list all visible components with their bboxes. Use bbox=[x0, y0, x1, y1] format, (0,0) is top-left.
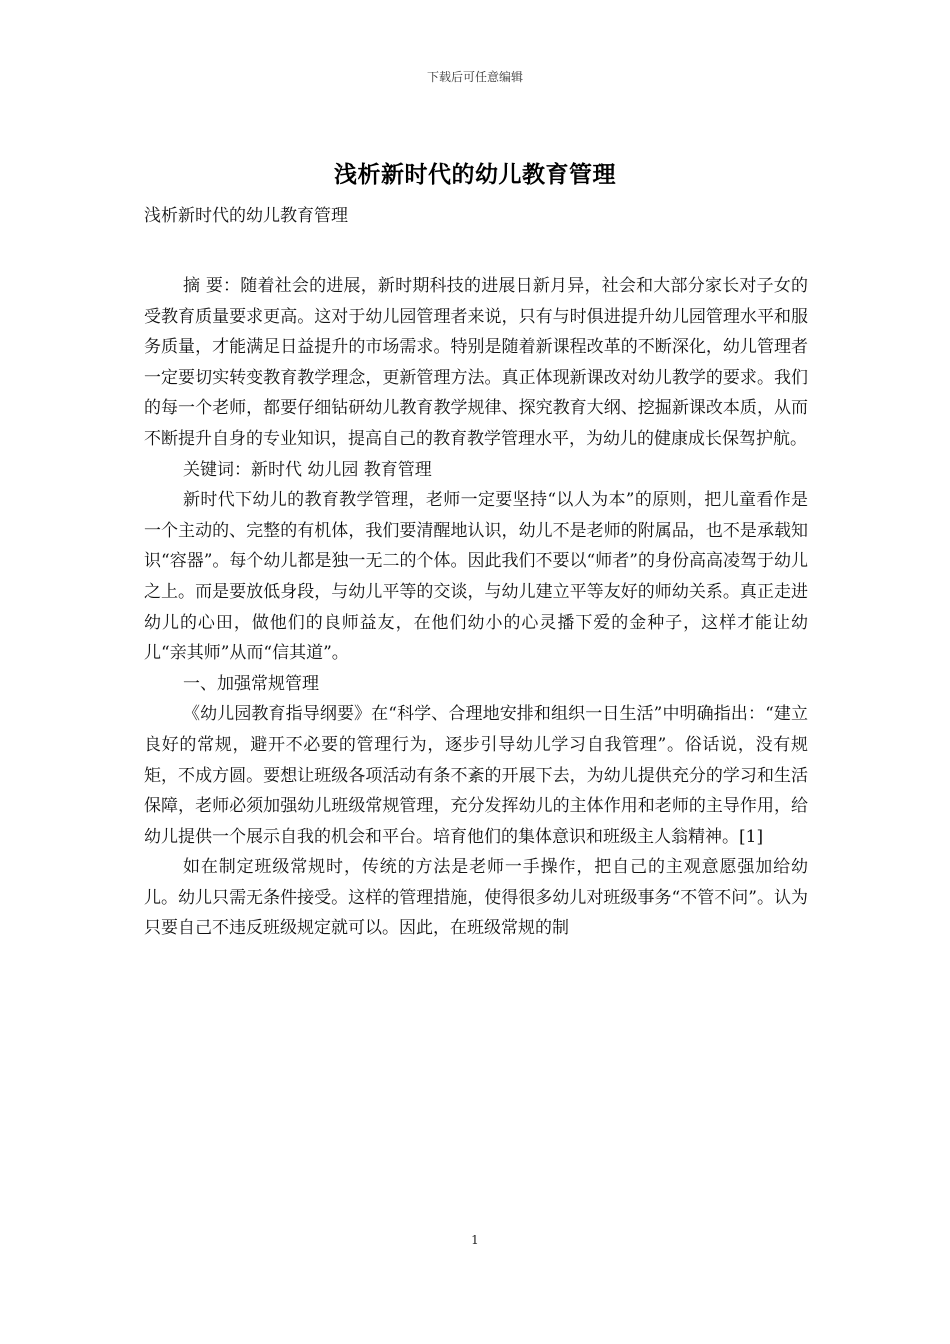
page-number: 1 bbox=[471, 1233, 479, 1247]
body-paragraph: 《幼儿园教育指导纲要》在“科学、合理地安排和组织一日生活”中明确指出：“建立良好的常规，避开不必要的管理行为，逐步引导幼儿学习自我管理”。俗话说，没有规矩，不成方圆。要想让班级各项活动有条不紊的开展下去，为幼儿提供充分的学习和生活保障，老师必须加强幼儿班级常规管理，充分发挥幼儿的主体作用和老师的主导作用，给幼儿提供一个展示自我的机会和平台。培育他们的集体意识和班级主人翁精神。[1] bbox=[144, 704, 808, 847]
header-note: 下载后可任意编辑 bbox=[426, 70, 523, 84]
document-body bbox=[144, 271, 808, 944]
section-heading: 一、加强常规管理 bbox=[183, 673, 319, 694]
document-subtitle: 浅析新时代的幼儿教育管理 bbox=[144, 206, 348, 226]
keywords-paragraph: 关键词：新时代 幼儿园 教育管理 bbox=[183, 459, 432, 480]
document-title: 浅析新时代的幼儿教育管理 bbox=[334, 161, 616, 188]
body-paragraph: 如在制定班级常规时，传统的方法是老师一手操作，把自己的主观意愿强加给幼儿。幼儿只需无条件接受。这样的管理措施，使得很多幼儿对班级事务“不管不问”。认为只要自己不违反班级规定就可以。因此，在班级常规的制 bbox=[144, 857, 808, 939]
body-paragraph: 新时代下幼儿的教育教学管理，老师一定要坚持“以人为本”的原则，把儿童看作是一个主动的、完整的有机体，我们要清醒地认识，幼儿不是老师的附属品，也不是承载知识“容器”。每个幼儿都是独一无二的个体。因此我们不要以“师者”的身份高高凌驾于幼儿之上。而是要放低身段，与幼儿平等的交谈，与幼儿建立平等友好的师幼关系。真正走进幼儿的心田，做他们的良师益友，在他们幼小的心灵播下爱的金种子，这样才能让幼儿“亲其师”从而“信其道”。 bbox=[144, 490, 808, 664]
abstract-paragraph: 摘 要：随着社会的进展，新时期科技的进展日新月异，社会和大部分家长对子女的受教育质量要求更高。这对于幼儿园管理者来说，只有与时俱进提升幼儿园管理水平和服务质量，才能满足日益提升的市场需求。特别是随着新课程改革的不断深化，幼儿管理者一定要切实转变教育教学理念，更新管理方法。真正体现新课改对幼儿教学的要求。我们的每一个老师，都要仔细钻研幼儿教育教学规律、探究教育大纲、挖掘新课改本质，从而不断提升自身的专业知识，提高自己的教育教学管理水平，为幼儿的健康成长保驾护航。 bbox=[144, 276, 808, 449]
